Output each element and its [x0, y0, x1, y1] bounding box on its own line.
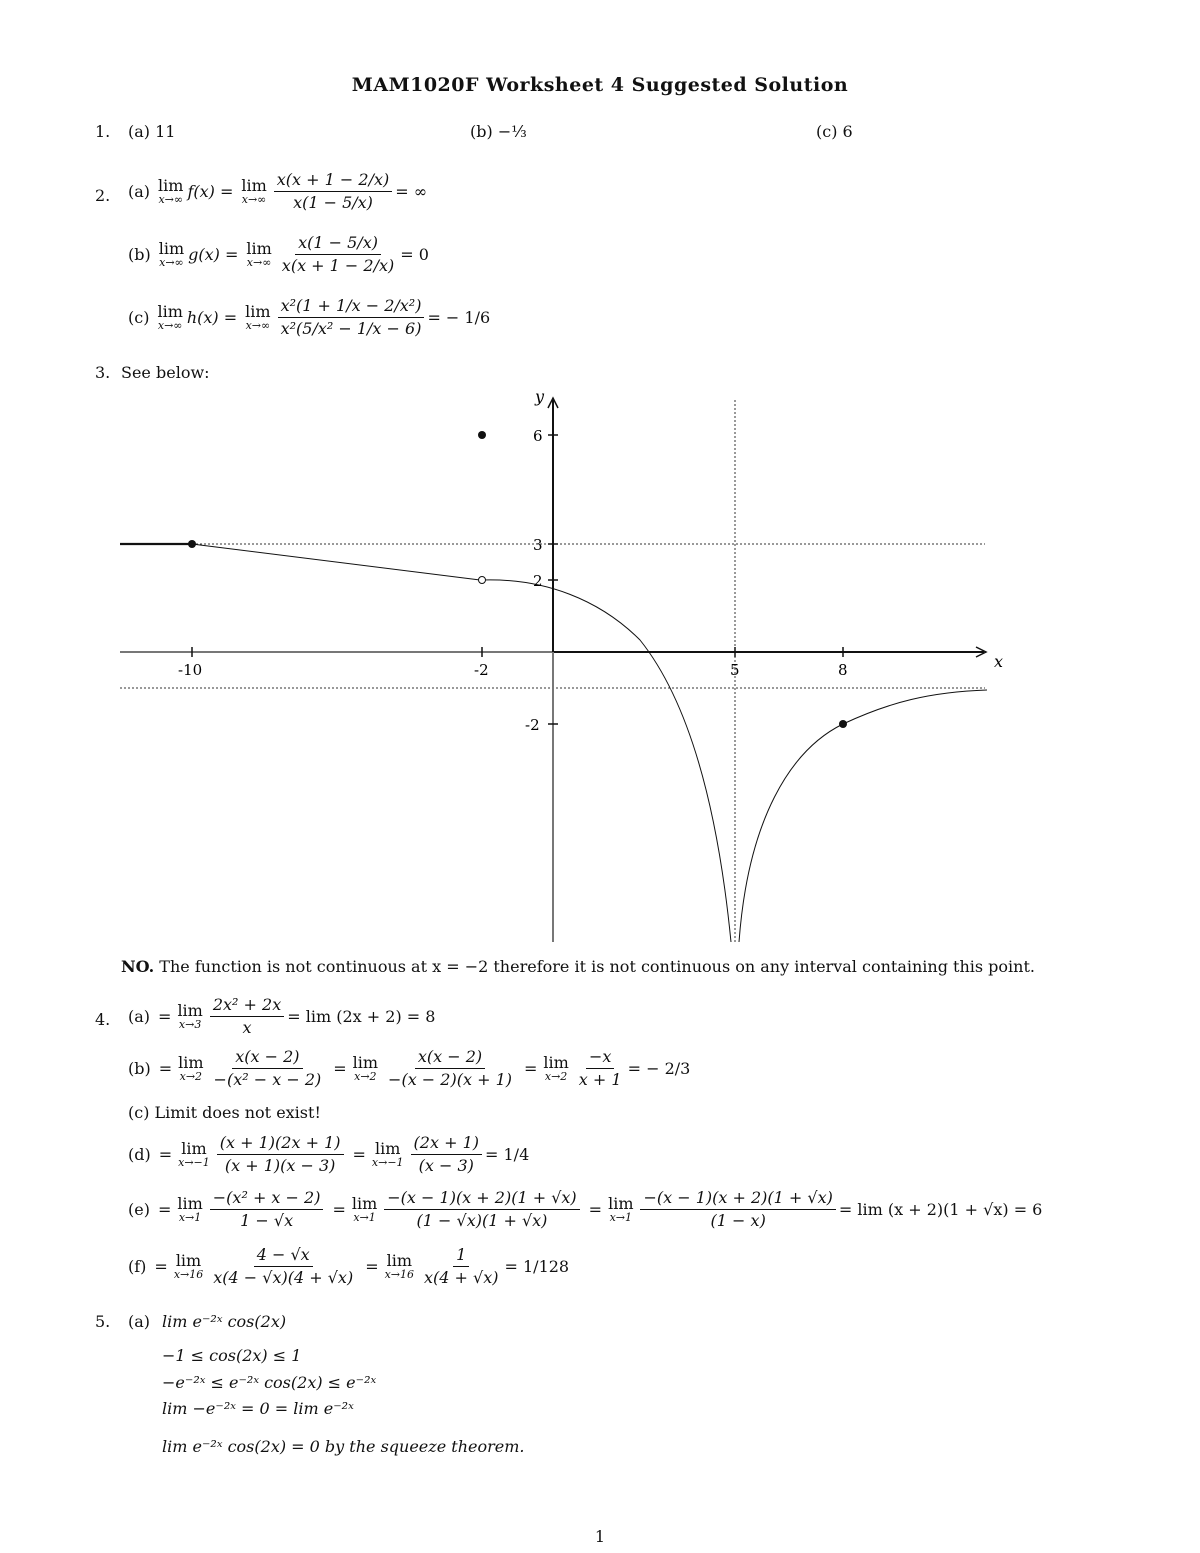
q2b-label: (b) [128, 245, 151, 264]
q1-part-b: (b) −⅓ [470, 122, 527, 141]
q4e-label: (e) [128, 1200, 150, 1219]
q4e-fraction3: $\frac{-(x - 1)(x + 2)(1 + √x)}{(1 - x)}$ [640, 1188, 835, 1231]
q5-line2: −1 ≤ cos(2x) ≤ 1 [162, 1346, 302, 1365]
q4d-lim1: lim x→−1 [178, 1138, 210, 1169]
q3-conclusion-text: The function is not continuous at x = −2 therefore it is not continuous on any interval containing this point. [159, 957, 1035, 976]
q5-line3: −e⁻²ˣ ≤ e⁻²ˣ cos(2x) ≤ e⁻²ˣ [162, 1373, 377, 1392]
q3-number: 3. [95, 363, 111, 382]
q4d-fraction2: $\frac{(2x + 1)}{(x - 3)}$ [411, 1133, 482, 1176]
q2a-fraction: $\frac{x(x + 1 - 2/x)}{x(1 - 5/x)}$ [274, 170, 392, 213]
q5-line1: lim e⁻²ˣ cos(2x) [162, 1312, 287, 1331]
q4f-fraction2: $\frac{1}{x(4 + √x)}$ [424, 1245, 499, 1287]
q4b-label: (b) [128, 1059, 151, 1078]
q2a-result: = ∞ [395, 182, 428, 201]
q4-part-c [128, 1103, 321, 1122]
curve-right-of-asymptote [739, 690, 987, 942]
q2c-lim2: lim x→∞ [245, 301, 271, 332]
q5-line4: lim −e⁻²ˣ = 0 = lim e⁻²ˣ [162, 1399, 354, 1418]
q2b-lim2: lim x→∞ [246, 238, 272, 269]
page-title: MAM1020F Worksheet 4 Suggested Solution [351, 74, 849, 96]
q2b-result: = 0 [400, 245, 429, 264]
q4e-fraction1: $\frac{\text{−(x² + x − 2)}}{1 - √x}$ [210, 1188, 324, 1231]
q4-part-e: (e) = lim x→1 $\frac{\text{−(x² + x − 2)}}{1 - √x}$ = lim x→1 $\frac{-(x - 1)(x + 2)(1 + √x)}{(1 - √x)(1 + √x)}$ = lim x→1 $\frac{-(x - 1)(x + 2)(1 + √x)}{(1 - x)}$ = lim (x + 2)(1 + √x) = 6 [128, 1188, 1043, 1230]
q5-number: 5. [95, 1312, 111, 1331]
q2c-label: (c) [128, 308, 150, 327]
q2a-lim2: lim x→∞ [241, 175, 267, 206]
y-tick-label-minus2: -2 [525, 716, 540, 734]
q2b-lhs: g(x) = [188, 245, 239, 264]
x-tick-label-8: 8 [838, 661, 848, 679]
q1-part-a: (a) 11 [128, 122, 176, 141]
q4-part-b: (b) = lim x→2 $\frac{x(x - 2)}{\text{−(x² − x − 2)}}$ = lim x→2 $\frac{x(x - 2)}{-(x - 2)(x + 1)}$ = lim x→2 $\frac{-x}{x + 1}$ = − 2/3 [128, 1047, 691, 1089]
q4b-result: = − 2/3 [627, 1059, 691, 1078]
q2c-result: = − 1/6 [427, 308, 491, 327]
q4a-label: (a) [128, 1007, 151, 1026]
q4d-label: (d) [128, 1145, 151, 1164]
y-tick-label-2: 2 [533, 572, 543, 590]
q4c-label: (c) [128, 1103, 150, 1122]
q4f-result: = 1/128 [504, 1257, 570, 1276]
q2c-lim: lim x→∞ [157, 301, 183, 332]
q4e-lim3: lim x→1 [608, 1193, 634, 1224]
q2b-lim: lim x→∞ [158, 238, 185, 269]
q4b-fraction3: $\frac{-x}{x + 1}$ [578, 1047, 622, 1089]
q2a-lhs: f(x) = [187, 182, 234, 201]
filled-point-minus10 [188, 540, 196, 548]
q4b-lim1: lim x→2 [178, 1052, 204, 1083]
q4e-fraction2: $\frac{-(x - 1)(x + 2)(1 + √x)}{(1 - √x)(1 + √x)}$ [384, 1188, 579, 1231]
q4d-lim2: lim x→−1 [371, 1138, 404, 1169]
q3-conclusion [121, 957, 1035, 976]
q2a-label: (a) [128, 182, 151, 201]
page-number: 1 [594, 1527, 606, 1546]
q4d-fraction1: $\frac{(x + 1)(2x + 1)}{(x + 1)(x - 3)}$ [217, 1133, 344, 1176]
q4b-lim3: lim x→2 [543, 1052, 569, 1083]
q4e-result: = lim (x + 2)(1 + √x) = 6 [838, 1200, 1043, 1219]
q4-number: 4. [95, 1010, 111, 1029]
q5-label: (a) [128, 1312, 151, 1331]
q4f-lim2: lim x→16 [384, 1250, 415, 1281]
q3-conclusion-bold: NO. [121, 957, 155, 976]
q4c-text: Limit does not exist! [154, 1103, 321, 1122]
q4-part-f: (f) = lim x→16 $\frac{4 - √x}{x(4 - √x)(4 + √x)}$ = lim x→16 $\frac{1}{x(4 + √x)}$ = 1/128 [128, 1245, 570, 1287]
q4-part-a: (a) = lim x→3 $\frac{\text{2x² + 2x}}{x}$ = lim (2x + 2) = 8 [128, 995, 436, 1037]
q4a-lim: lim x→3 [177, 1000, 203, 1031]
x-tick-label-minus10: -10 [178, 661, 203, 679]
x-tick-label-minus2: -2 [474, 661, 489, 679]
y-tick-label-3: 3 [533, 536, 543, 554]
filled-point-minus2-6 [478, 431, 486, 439]
x-tick-label-5: 5 [730, 661, 740, 679]
y-tick-label-6: 6 [533, 427, 543, 445]
q4a-fraction: $\frac{\text{2x² + 2x}}{x}$ [210, 995, 284, 1038]
q4b-fraction2: $\frac{x(x - 2)}{-(x - 2)(x + 1)}$ [388, 1047, 512, 1089]
q4f-fraction1: $\frac{4 - √x}{x(4 - √x)(4 + √x)}$ [213, 1245, 354, 1287]
q3-text: See below: [121, 363, 210, 382]
curve-left-of-asymptote [482, 580, 731, 942]
q4f-lim1: lim x→16 [173, 1250, 204, 1281]
curve-linear-segment [192, 544, 480, 580]
q2c-lhs: h(x) = [186, 308, 238, 327]
q4f-label: (f) [128, 1257, 147, 1276]
x-axis-label: x [994, 652, 1004, 671]
y-axis-label: y [535, 387, 545, 406]
q1-part-c: (c) 6 [816, 122, 853, 141]
q4-part-d: (d) = lim x→−1 $\frac{(x + 1)(2x + 1)}{(x + 1)(x - 3)}$ = lim x→−1 $\frac{(2x + 1)}{(x - 3)}$ = 1/4 [128, 1133, 530, 1175]
q5-line5: lim e⁻²ˣ cos(2x) = 0 by the squeeze theorem. [162, 1437, 525, 1456]
q4a-rest: = lim (2x + 2) = 8 [287, 1007, 436, 1026]
q4e-lim1: lim x→1 [177, 1193, 203, 1224]
q2-number: 2. [95, 186, 111, 205]
filled-point-8 [839, 720, 847, 728]
q4b-lim2: lim x→2 [352, 1052, 379, 1083]
q1-number: 1. [95, 122, 111, 141]
q2b-fraction: $\frac{x(1 - 5/x)}{x(x + 1 - 2/x)}$ [281, 233, 395, 275]
q4e-lim2: lim x→1 [351, 1193, 378, 1224]
q4b-fraction1: $\frac{x(x - 2)}{\text{−(x² − x − 2)}}$ [213, 1047, 322, 1089]
q2a-lim: lim x→∞ [158, 175, 184, 206]
q2c-fraction: $\frac{\text{x²(1 + 1/x − 2/x²)}}{\text{x²(5/x² − 1/x − 6)}}$ [278, 296, 425, 339]
q4d-result: = 1/4 [485, 1145, 530, 1164]
open-point-minus2 [479, 577, 486, 584]
